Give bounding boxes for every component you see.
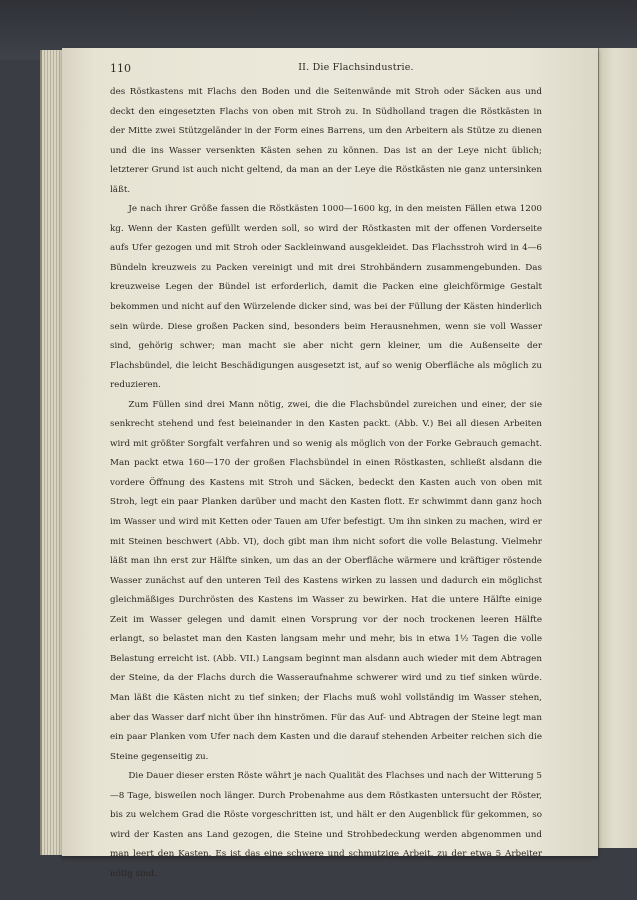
- paragraph-2: Je nach ihrer Größe fassen die Röstkästen 1000—1600 kg, in den meisten Fällen etwa 1200 kg. Wenn der Kasten gefüllt werden soll, so wird der Röstkasten mit der offenen Vorderseite aufs Ufer gezogen und mit Stroh oder Sackleinwand ausgekleidet. Das Flachsstroh wird in 4—6 Bündeln kreuzweis zu Packen vereinigt und mit drei Strohbändern zusammengebunden. Das kreuzweise Legen der Bündel ist erforderlich, damit die Packen eine gleichförmige Gestalt bekommen und nicht auf den Würzelende dicker sind, was bei der Füllung der Kästen hinderlich sein würde. Diese großen Packen sind, besonders beim Herausnehmen, wenn sie voll Wasser sind, gehörig schwer; man macht sie aber nicht gern kleiner, um die Außenseite der Flachsbündel, die leicht Beschädigungen ausgesetzt ist, auf so wenig Oberfläche als möglich zu reduzieren.: [110, 204, 542, 391]
- paragraph-4: Die Dauer dieser ersten Röste währt je nach Qualität des Flachses und nach der Witterung 5—8 Tage, bisweilen noch länger. Durch Probenahme aus dem Röstkasten untersucht der Röster, bis zu welchem Grad die Röste vorgeschritten ist, und hält er den Augenblick für gekommen, so wird der Kasten ans Land gezogen, die Steine und Strohbedeckung werden abgenommen und man leert den Kasten. Es ist das eine schwere und schmutzige Arbeit, zu der etwa 5 Arbeiter nötig sind.: [110, 771, 542, 879]
- page-number: 110: [110, 62, 131, 75]
- facing-page-edge: [598, 48, 637, 848]
- paragraph-1: des Röstkastens mit Flachs den Boden und die Seitenwände mit Stroh oder Säcken aus und deckt den eingesetzten Flachs von oben mit Stroh zu. In Südholland tragen die Röstkästen in der Mitte zwei Stützgeländer in der Form eines Barrens, um den Arbeitern als Stütze zu dienen und die ins Wasser versenkten Kästen sehen zu können. Das ist an der Leye nicht üblich; letzterer Grund ist auch nicht geltend, da man an der Leye die Röstkästen nie ganz untersinken läßt.: [110, 87, 542, 195]
- body-text: [110, 83, 542, 884]
- running-title: II. Die Flachsindustrie.: [298, 62, 414, 73]
- paragraph-3: Zum Füllen sind drei Mann nötig, zwei, die die Flachsbündel zureichen und einer, der sie senkrecht stehend und fest beieinander in den Kasten packt. (Abb. V.) Bei all diesen Arbeiten wird mit größter Sorgfalt verfahren und so wenig als möglich von der Forke Gebrauch gemacht. Man packt etwa 160—170 der großen Flachsbündel in einen Röstkasten, schließt alsdann die vordere Öffnung des Kastens mit Stroh und Säcken, bedeckt den Kasten auch von oben mit Stroh, legt ein paar Planken darüber und macht den Kasten flott. Er schwimmt dann ganz hoch im Wasser und wird mit Ketten oder Tauen am Ufer befestigt. Um ihn sinken zu machen, wird er mit Steinen beschwert (Abb. VI), doch gibt man ihm nicht sofort die volle Belastung. Vielmehr läßt man ihn erst zur Hälfte sinken, um das an der Oberfläche wärmere und kräftiger röstende Wasser zunächst auf den unteren Teil des Kastens wirken zu lassen und dadurch ein möglichst gleichmäßiges Durchrösten des Kastens im Wasser zu bewirken. Hat die untere Hälfte einige Zeit im Wasser gelegen und damit einen Vorsprung vor der noch trockenen leeren Hälfte erlangt, so belastet man den Kasten langsam mehr und mehr, bis in etwa 1½ Tagen die volle Belastung erreicht ist. (Abb. VII.) Langsam beginnt man alsdann auch wieder mit dem Abtragen der Steine, da der Flachs durch die Wasseraufnahme schwerer wird und zu tief sinken würde. Man läßt die Kästen nicht zu tief sinken; der Flachs muß wohl vollständig im Wasser stehen, aber das Wasser darf nicht über ihn hinströmen. Für das Auf- und Abtragen der Steine legt man ein paar Planken vom Ufer nach dem Kasten und die darauf stehenden Arbeiter reichen sich die Steine gegenseitig zu.: [110, 399, 542, 762]
- page-header: [110, 62, 572, 78]
